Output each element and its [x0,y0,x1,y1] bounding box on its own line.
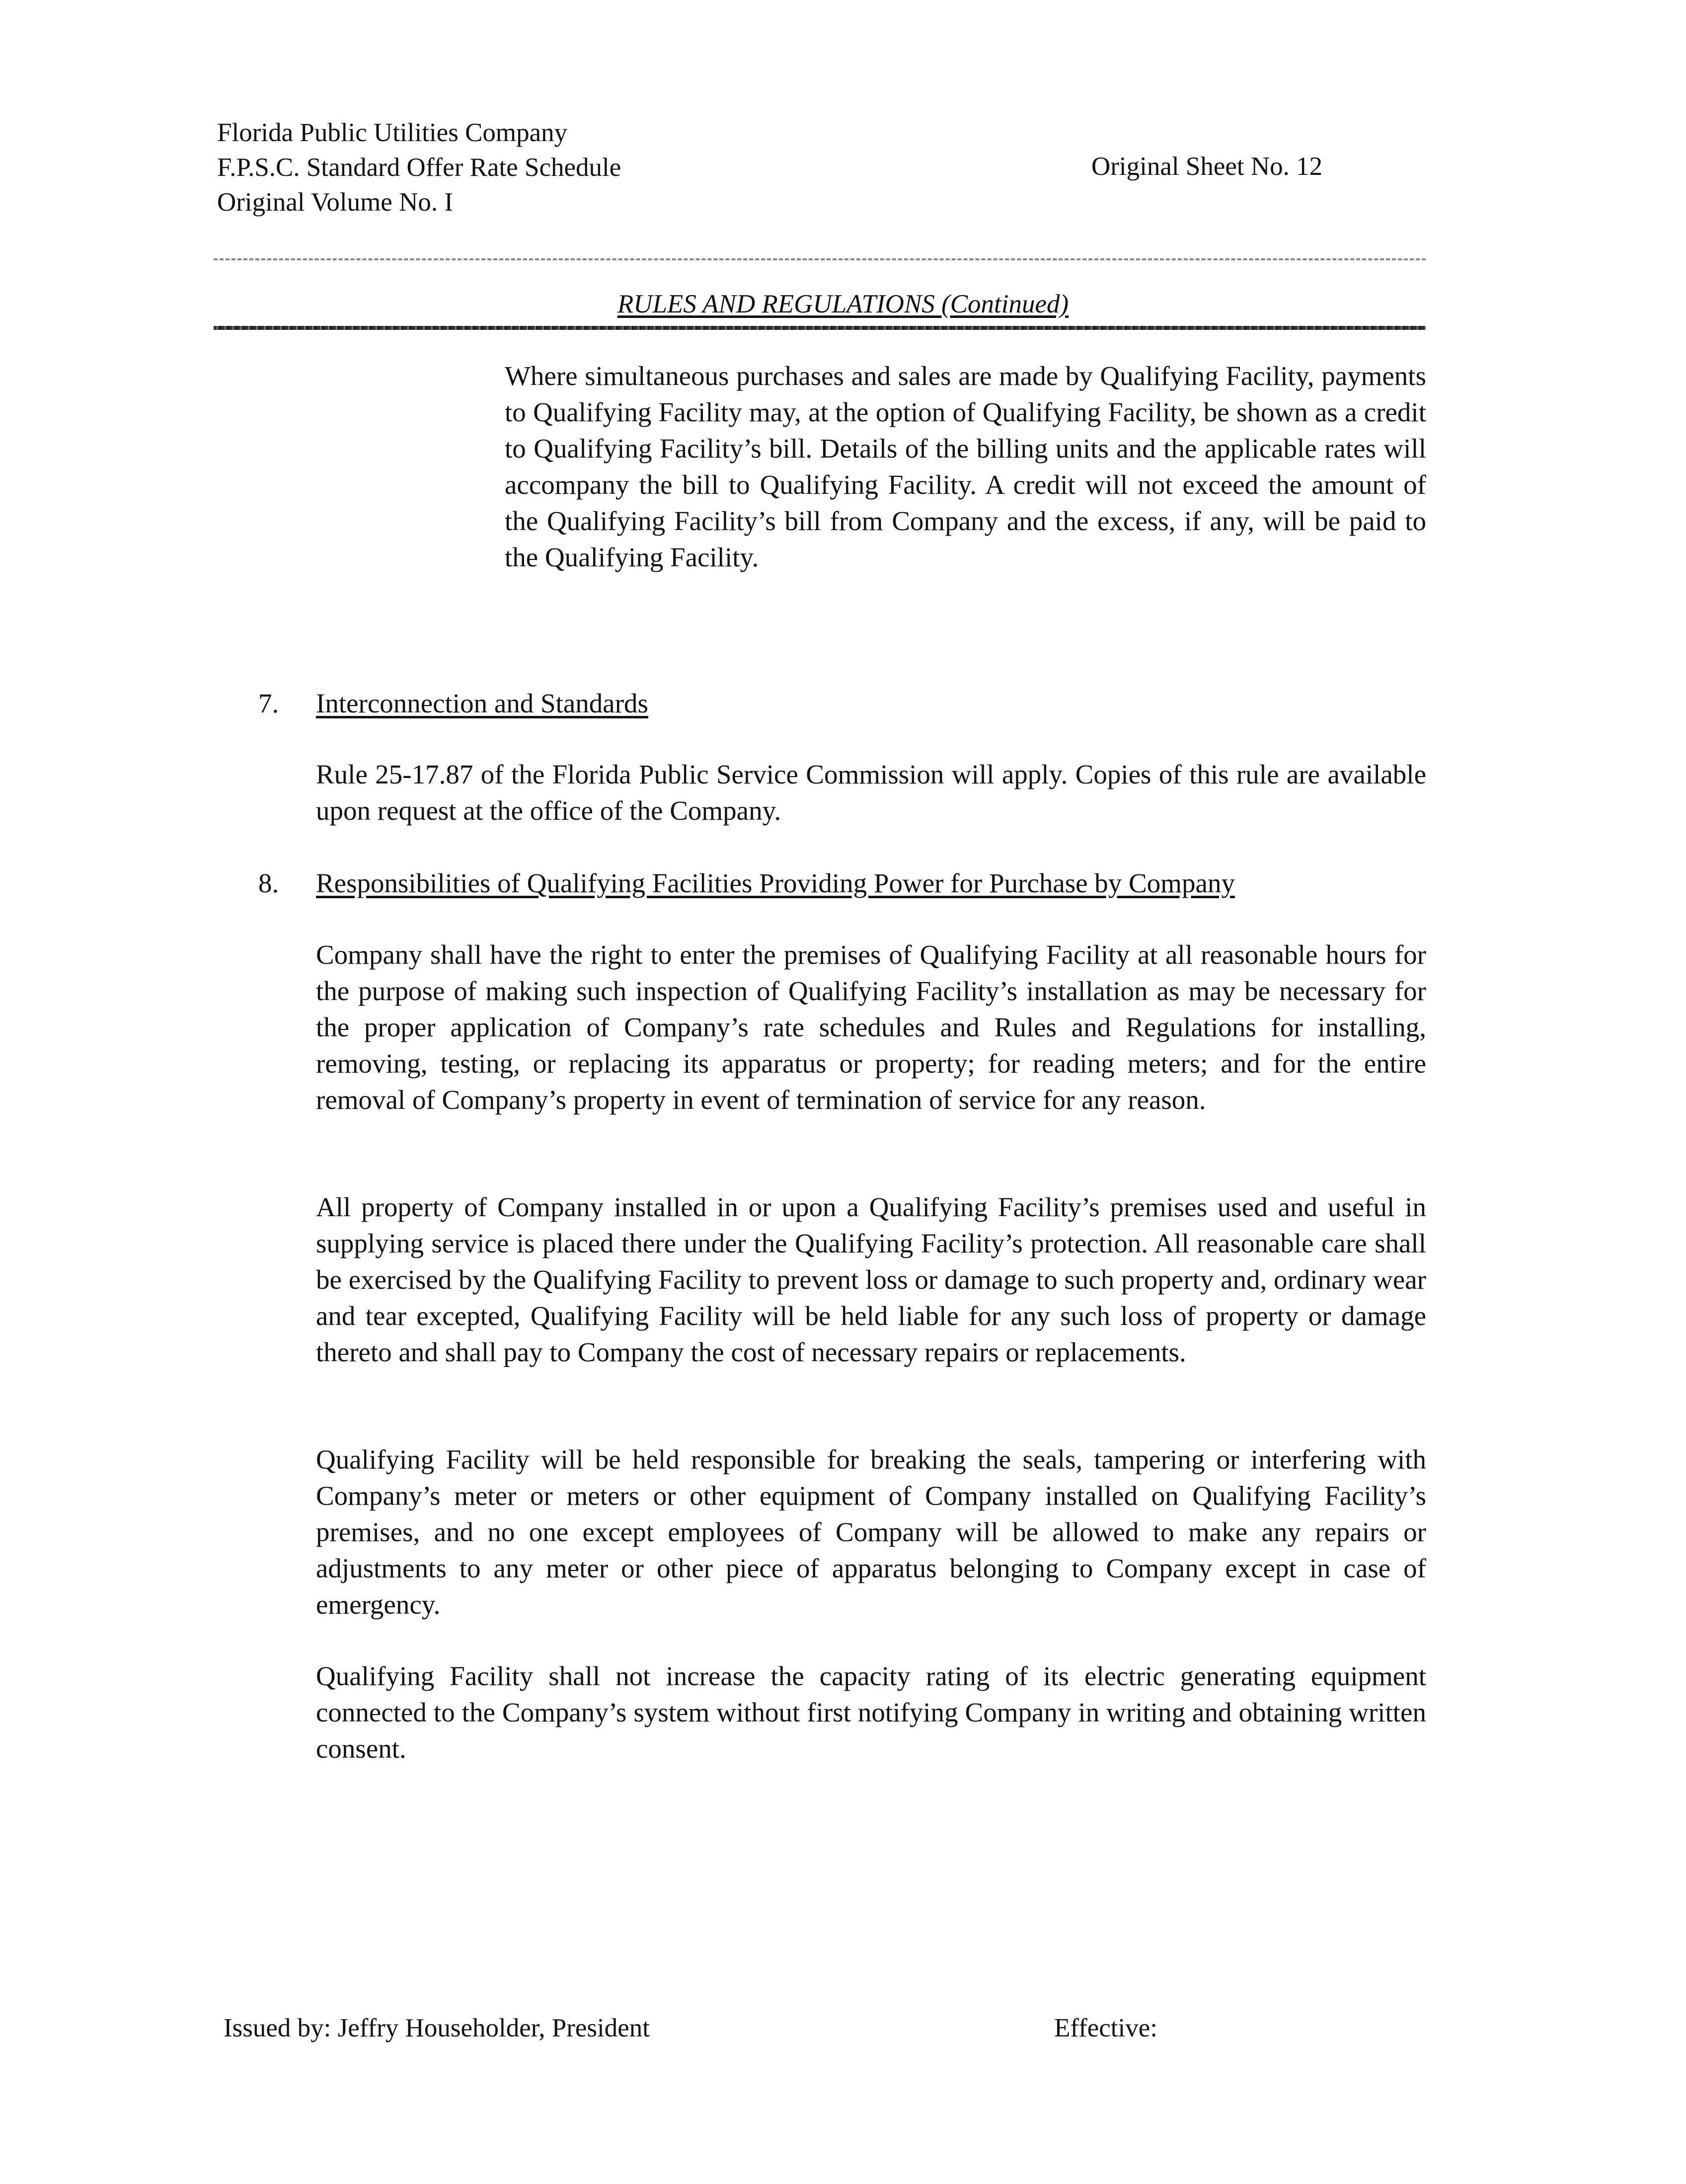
item-number: 8. [258,868,279,898]
issued-by: Issued by: Jeffry Householder, President [224,2014,650,2042]
item-heading: Interconnection and Standards [316,688,648,718]
item-8-paragraph-4: Qualifying Facility shall not increase the capacity rating of its electric generating equipment connected to the Company’s system without first notifying Company in writing and obtaining written consent. [316,1661,1426,1764]
section-divider [214,326,1426,330]
header-left-block [217,115,621,220]
volume-number: Original Volume No. I [217,188,454,217]
item-8-paragraph-2: All property of Company installed in or upon a Qualifying Facility’s premises used and useful in supplying service is placed there under the Qualifying Facility’s protection. All reasonable care shall be exercised by the Qualifying Facility to prevent loss or damage to such property and, ordinary wear and tear excepted, Qualifying Facility will be held liable for any such loss of property or damage thereto and shall pay to Company the cost of necessary repairs or replacements. [316,1192,1426,1367]
item-heading: Responsibilities of Qualifying Facilities Providing Power for Purchase by Company [316,868,1235,898]
rate-schedule-name: F.P.S.C. Standard Offer Rate Schedule [217,153,621,182]
item-7-paragraph: Rule 25-17.87 of the Florida Public Service Commission will apply. Copies of this rule are available upon request at the office of the Company. [316,759,1426,826]
section-title: RULES AND REGULATIONS (Continued) [617,290,1069,318]
header-divider [214,258,1426,260]
item-number: 7. [258,688,279,718]
effective-date: Effective: [1054,2014,1157,2042]
sheet-number: Original Sheet No. 12 [1091,152,1323,181]
item-8-paragraph-3: Qualifying Facility will be held responsible for breaking the seals, tampering or interfering with Company’s meter or meters or other equipment of Company installed on Qualifying Facility’s premises, and no one except employees of Company will be allowed to make any repairs or adjustments to any meter or other piece of apparatus belonging to Company except in case of emergency. [316,1444,1426,1620]
company-name: Florida Public Utilities Company [217,118,568,147]
intro-paragraph: Where simultaneous purchases and sales are made by Qualifying Facility, payments to Qualifying Facility may, at the option of Qualifying Facility, be shown as a credit to Qualifying Facility’s bill. Details of the billing units and the applicable rates will accompany the bill to Qualifying Facility. A credit will not exceed the amount of the Qualifying Facility’s bill from Company and the excess, if any, will be paid to the Qualifying Facility. [505,361,1426,572]
item-8-paragraph-1: Company shall have the right to enter the premises of Qualifying Facility at all reasonable hours for the purpose of making such inspection of Qualifying Facility’s installation as may be necessary for the proper application of Company’s rate schedules and Rules and Regulations for installing, removing, testing, or replacing its apparatus or property; for reading meters; and for the entire removal of Company’s property in event of termination of service for any reason. [316,939,1426,1115]
